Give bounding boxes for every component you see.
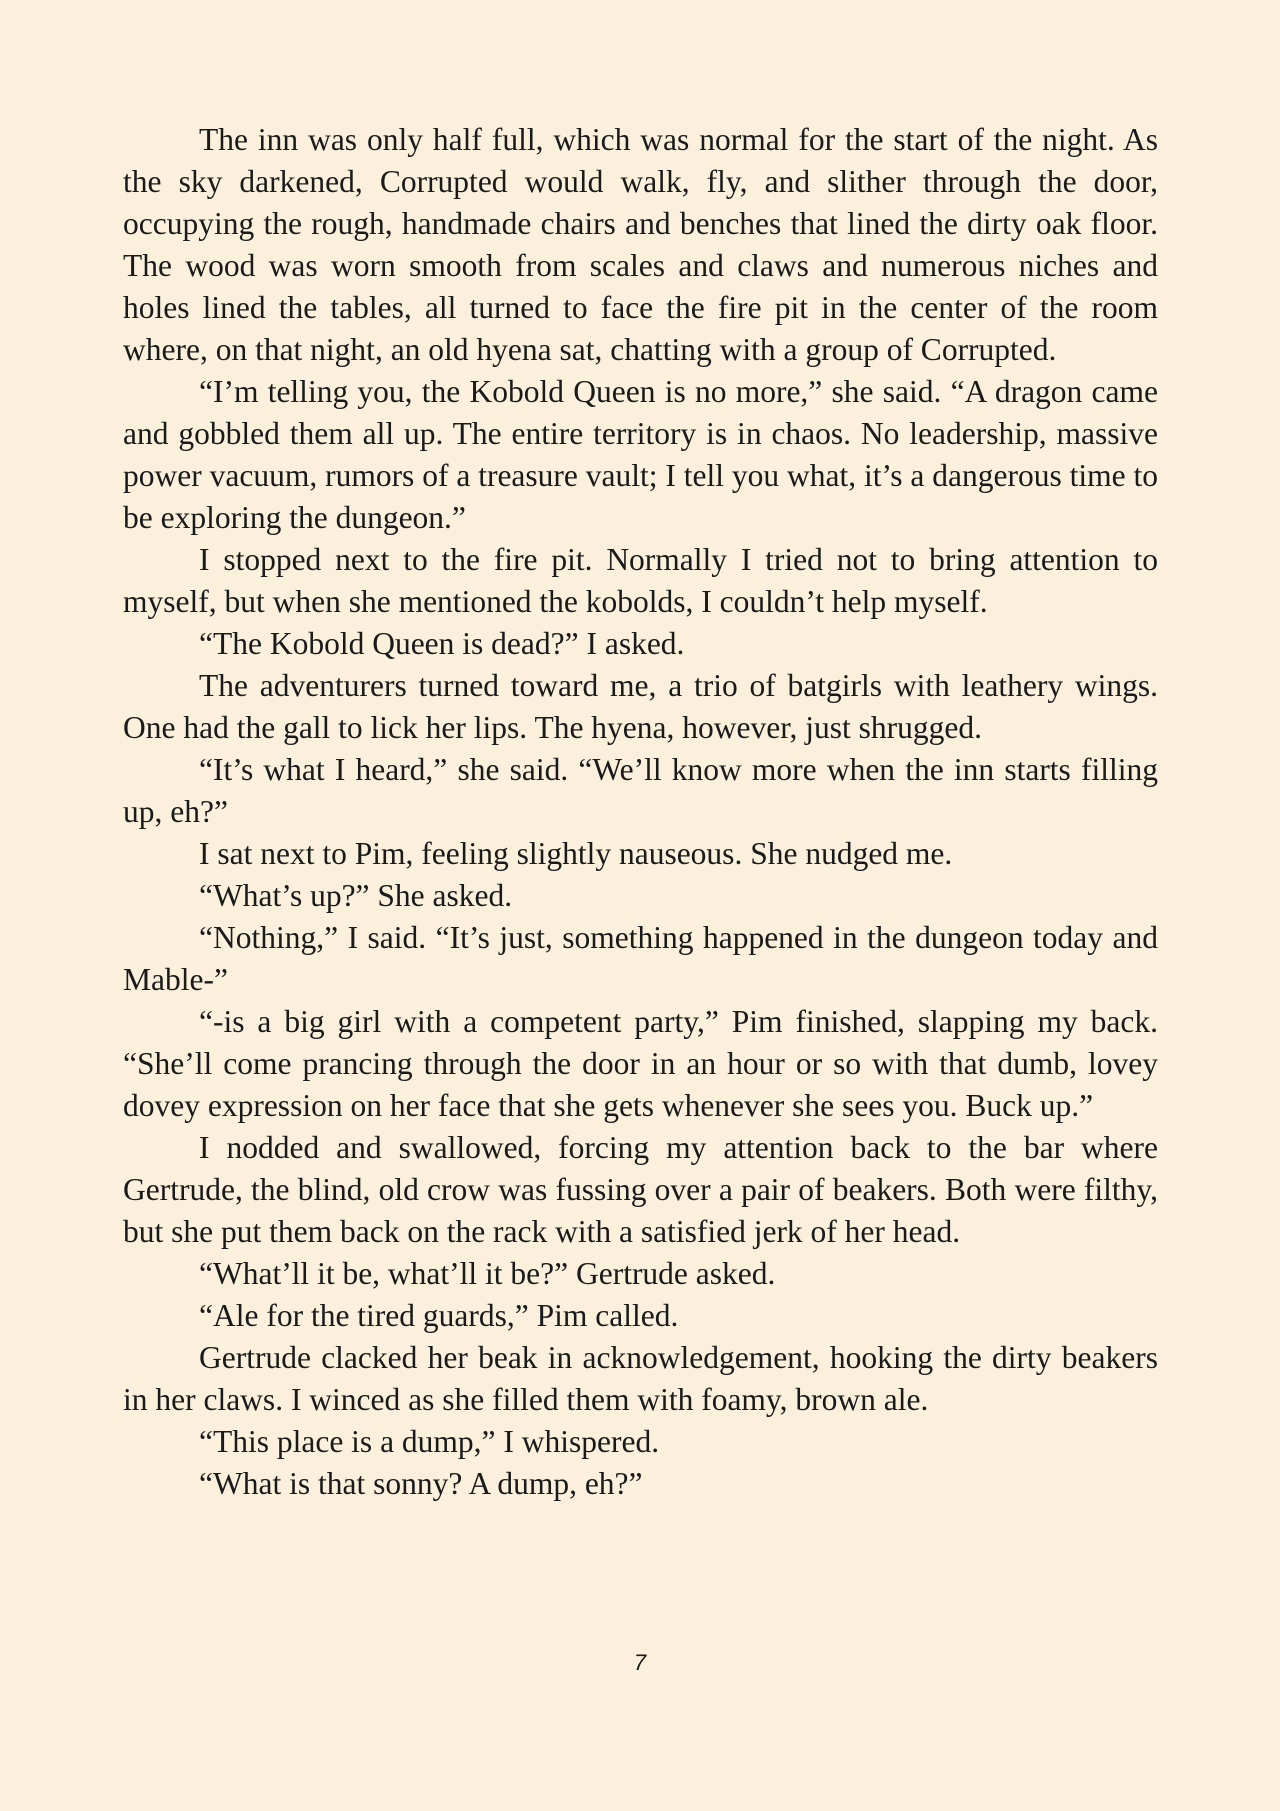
body-text — [123, 119, 1158, 1505]
paragraph: “What’s up?” She asked. — [199, 878, 513, 913]
paragraph: “This place is a dump,” I whispered. — [199, 1424, 660, 1459]
page-number: 7 — [633, 1650, 647, 1675]
paragraph: “Nothing,” I said. “It’s just, something happened in the dungeon today and Mable-” — [123, 920, 1158, 997]
paragraph: “What’ll it be, what’ll it be?” Gertrude asked. — [199, 1256, 776, 1291]
paragraph: I sat next to Pim, feeling slightly nauseous. She nudged me. — [199, 836, 953, 871]
paragraph: “Ale for the tired guards,” Pim called. — [199, 1298, 679, 1333]
paragraph: “I’m telling you, the Kobold Queen is no more,” she said. “A dragon came and gobbled them all up. The entire territory is in chaos. No leadership, massive power vacuum, rumors of a treasure vault; I tell you what, it’s a dangerous time to be exploring the dungeon.” — [123, 374, 1158, 535]
paragraph: “-is a big girl with a competent party,” Pim finished, slapping my back. “She’ll come prancing through the door in an hour or so with that dumb, lovey dovey expression on her face that she gets whenever she sees you. Buck up.” — [123, 1004, 1158, 1123]
paragraph: The inn was only half full, which was normal for the start of the night. As the sky darkened, Corrupted would walk, fly, and slither through the door, occupying the rough, handmade chairs and benches that lined the dirty oak floor. The wood was worn smooth from scales and claws and numerous niches and holes lined the tables, all turned to face the fire pit in the center of the room where, on that night, an old hyena sat, chatting with a group of Corrupted. — [123, 122, 1158, 367]
paragraph: “It’s what I heard,” she said. “We’ll know more when the inn starts filling up, eh?” — [123, 752, 1158, 829]
paragraph: “The Kobold Queen is dead?” I asked. — [199, 626, 685, 661]
paragraph: The adventurers turned toward me, a trio of batgirls with leathery wings. One had the gall to lick her lips. The hyena, however, just shrugged. — [123, 668, 1158, 745]
paragraph: Gertrude clacked her beak in acknowledgement, hooking the dirty beakers in her claws. I winced as she filled them with foamy, brown ale. — [123, 1340, 1158, 1417]
paragraph: “What is that sonny? A dump, eh?” — [199, 1466, 643, 1501]
paragraph: I stopped next to the fire pit. Normally I tried not to bring attention to myself, but when she mentioned the kobolds, I couldn’t help myself. — [123, 542, 1158, 619]
paragraph: I nodded and swallowed, forcing my attention back to the bar where Gertrude, the blind, old crow was fussing over a pair of beakers. Both were filthy, but she put them back on the rack with a satisfied jerk of her head. — [123, 1130, 1158, 1249]
